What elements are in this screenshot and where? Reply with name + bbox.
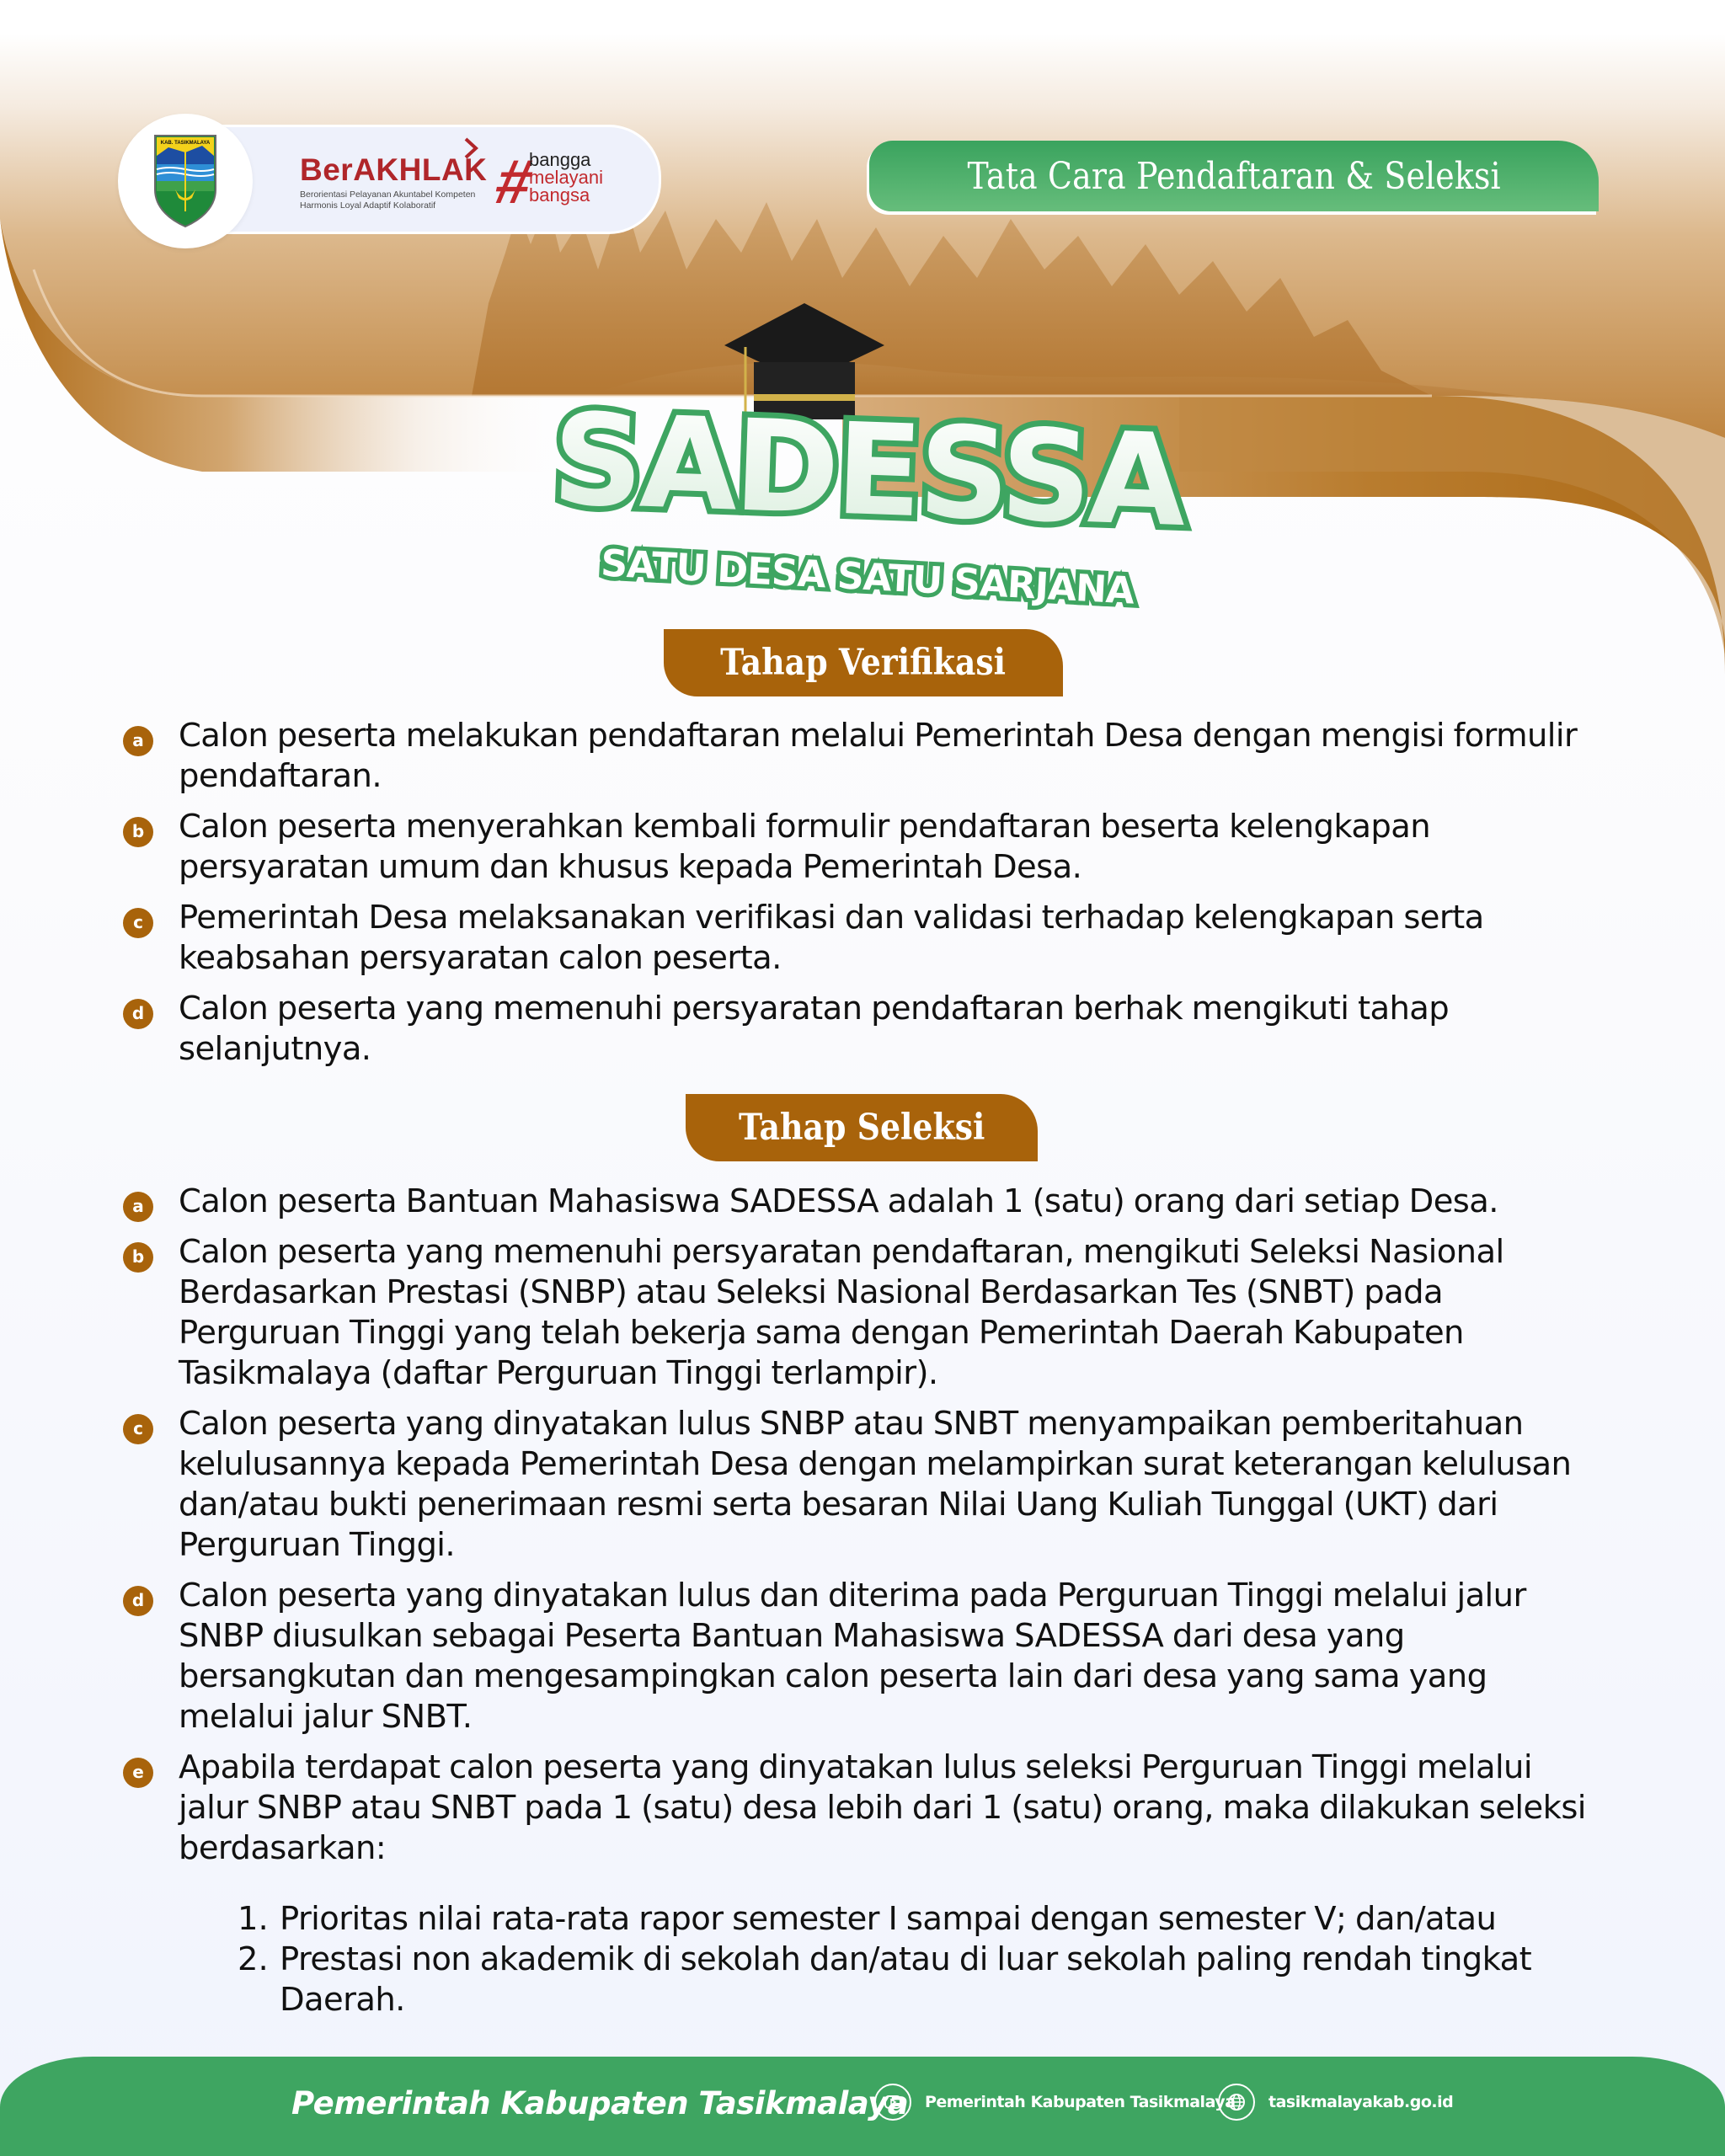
list-marker-badge: a [123,726,153,756]
berakhlak-title: BerAKHLAK [300,152,488,187]
section-heading-verifikasi [664,629,1063,696]
globe-icon [1218,2084,1255,2121]
bangga-melayani-bangsa [529,151,603,204]
section-heading-seleksi [686,1094,1038,1161]
list-item [123,1182,1605,1222]
footer-youtube-label: Pemerintah Kabupaten Tasikmalaya [925,2093,1236,2111]
list-item [123,989,1605,1070]
list-item [123,716,1605,797]
list-item [123,1232,1605,1394]
page-label: Tata Cara Pendaftaran & Seleksi [967,154,1501,198]
youtube-play-icon [874,2084,911,2121]
list-item-text: Calon peserta yang memenuhi persyaratan pendaftaran, mengikuti Seleksi Nasional Berdasarkan Prestasi (SNBP) atau Seleksi Nasional Berdasarkan Tes (SNBT) pada Perguruan Tinggi yang telah bekerja sama dengan Pemerintah Daerah Kabupaten Tasikmalaya (daftar Perguruan Tinggi terlampir). [179,1233,1504,1392]
list-marker-badge: c [123,908,153,938]
list-item-text: Calon peserta yang memenuhi persyaratan pendaftaran berhak mengikuti tahap selanjutnya. [179,990,1450,1068]
section-heading-text: Tahap Verifikasi [720,642,1007,684]
tagline-word-3: bangsa [529,184,590,205]
list-item-text: Calon peserta melakukan pendaftaran melalui Pemerintah Desa dengan mengisi formulir pendaftaran. [179,717,1578,795]
list-item-text: Pemerintah Desa melaksanakan verifikasi dan validasi terhadap kelengkapan serta keabsahan persyaratan calon peserta. [179,899,1484,977]
list-item [123,898,1605,979]
list-marker-badge: b [123,1242,153,1273]
list-item [123,1576,1605,1737]
list-item [123,1748,1605,2020]
subitem-text: Prestasi non akademik di sekolah dan/atau di luar sekolah paling rendah tingkat Daerah. [280,1940,1532,2019]
list-marker-badge: d [123,999,153,1029]
hashtag-icon: # [489,147,540,216]
list-marker-badge: b [123,817,153,847]
footer [0,2057,1725,2156]
subitem-number: 2. [238,1940,269,1978]
list-item [123,807,1605,888]
list-item-text: Calon peserta yang dinyatakan lulus SNBP atau SNBT menyampaikan pemberitahuan kelulusannya kepada Pemerintah Desa dengan melampirkan surat keterangan kelulusan dan/atau bukti penerimaan resmi serta besaran Nilai Uang Kuliah Tunggal (UKT) dari Perguruan Tinggi. [179,1405,1572,1564]
emblem-circle [118,114,253,248]
verifikasi-list [123,716,1605,1080]
list-item-text: Apabila terdapat calon peserta yang dinyatakan lulus seleksi Perguruan Tinggi melalui jalur SNBP atau SNBT pada 1 (satu) desa lebih dari 1 (satu) orang, maka dilakukan seleksi berdasarkan: [179,1748,1586,1867]
list-item-text: Calon peserta Bantuan Mahasiswa SADESSA adalah 1 (satu) orang dari setiap Desa. [179,1182,1498,1220]
emblem-label: KAB. TASIKMALAYA [160,141,211,146]
list-marker-badge: a [123,1192,153,1222]
numbered-subitem [238,1899,1605,1940]
list-marker-badge: e [123,1758,153,1788]
sadessa-logo [505,295,1230,615]
tagline-word-2: melayani [529,167,604,188]
section-heading-text: Tahap Seleksi [738,1107,985,1149]
list-marker-badge: c [123,1414,153,1444]
tasikmalaya-emblem-icon [152,131,219,228]
chevron-icon [463,137,480,159]
page-label-banner [869,141,1599,211]
sadessa-tagline: SATU DESA SATU SARJANA [600,542,1135,613]
footer-youtube-link[interactable] [874,2084,1236,2121]
footer-website-label: tasikmalayakab.go.id [1268,2093,1454,2111]
berakhlak-subtitle-line2: Harmonis Loyal Adaptif Kolaboratif [300,200,436,211]
list-item-text: Calon peserta menyerahkan kembali formulir pendaftaran beserta kelengkapan persyaratan umum dan khusus kepada Pemerintah Desa. [179,808,1431,886]
list-marker-badge: d [123,1586,153,1616]
footer-org-name: Pemerintah Kabupaten Tasikmalaya [291,2085,909,2121]
subitem-number: 1. [238,1900,269,1938]
berakhlak-subtitle [300,189,475,211]
berakhlak-banner [211,125,661,234]
subitem-text: Prioritas nilai rata-rata rapor semester I sampai dengan semester V; dan/atau [280,1900,1497,1938]
tagline-word-1: bangga [529,149,591,170]
sadessa-title: SADESSA [549,386,1186,556]
seleksi-list [123,1182,1605,2031]
numbered-subitem [238,1940,1605,2020]
list-item-text: Calon peserta yang dinyatakan lulus dan diterima pada Perguruan Tinggi melalui jalur SNBP diusulkan sebagai Peserta Bantuan Mahasiswa SADESSA dari desa yang bersangkutan dan mengesampingkan calon peserta lain dari desa yang sama yang melalui jalur SNBT. [179,1577,1526,1736]
footer-website-link[interactable] [1218,2084,1453,2121]
list-item [123,1404,1605,1566]
numbered-sublist [179,1899,1605,2020]
berakhlak-subtitle-line1: Berorientasi Pelayanan Akuntabel Kompeten [300,189,476,200]
